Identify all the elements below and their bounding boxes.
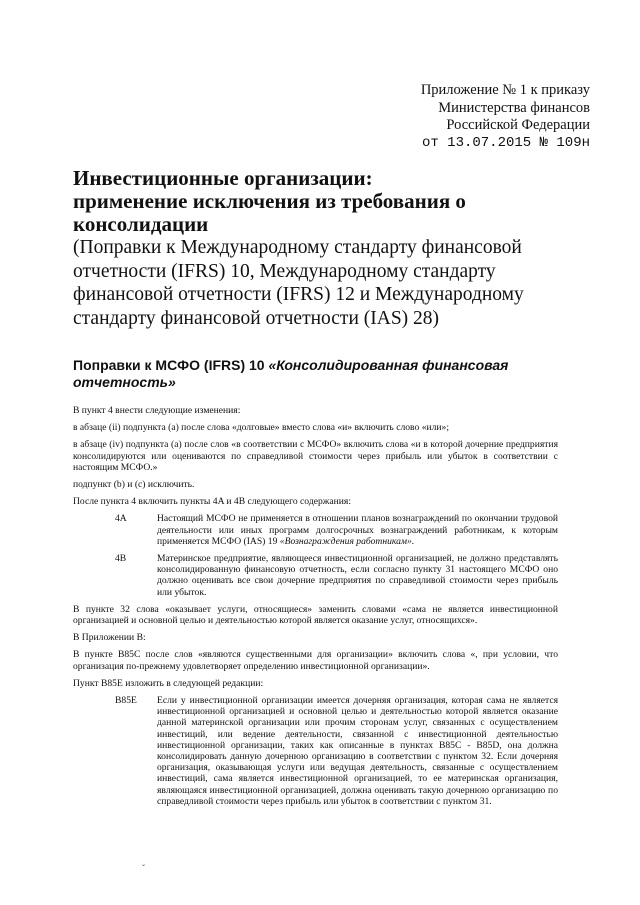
title-bold-line-2: применение исключения из требования о: [73, 189, 466, 213]
clause-text: Если у инвестиционной организации имеется дочерняя организация, которая сама не является инвестиционной организацией и основной целью и деятельностью которой является оказание данной материнской организации или прочим сторонам услуг, связанных с осуществлением инвестиций, или ведение деятельности, связанной с инвестиционной деятельностью инвестиционной организации, таких как описанные в пунктах B85C - B85D, она должна консолидировать данную дочернюю организацию в соответствии с пунктом 32. Если дочерняя организация, оказывающая услуги или ведущая деятельность, связанные с осуществлением инвестиций, сама является инвестиционной организацией, то ее материнская организация, являющаяся инвестиционной организацией, должна оценивать такую дочернюю организацию по справедливой стоимости через прибыль или убыток в соответствии с пунктом 31.: [157, 695, 558, 807]
title-bold-line-3: консолидации: [73, 212, 209, 236]
paragraph: В пункте B85C после слов «являются существенными для организации» включить слова «, при условии, что организация по-прежнему удовлетворяет определению инвестиционной организации».: [73, 649, 558, 672]
stamp-line-appendix: Приложение № 1 к приказу: [420, 82, 590, 98]
paragraph: После пункта 4 включить пункты 4A и 4B следующего содержания:: [73, 496, 351, 508]
stamp-line-ministry: Министерства финансов: [438, 99, 590, 116]
paragraph: В пункте 32 слова «оказывает услуги, относящиеся» заменить словами «сама не является инвестиционной организацией и основной целью и деятельностью которой является оказание услуг, относящихся».: [73, 603, 558, 627]
paragraph: в абзаце (iv) подпункта (a) после слов «в соответствии с МСФО» включить слова «и в которой дочерние предприятия консолидируются или оцениваются по справедливой стоимости через прибыль или убыток в соответствии с настоящим МСФО.»: [73, 439, 558, 473]
clause-4a: [73, 513, 558, 547]
title-bold-line-1: Инвестиционные организации:: [73, 166, 373, 190]
paragraph: Пункт B85E изложить в следующей редакции:: [73, 677, 264, 689]
clause-text: Материнское предприятие, являющееся инвестиционной организацией, не должно представлять консолидированную финансовую отчетность, если согласно пункту 31 настоящего МСФО оно должно оценивать все свои дочерние предприятия по справедливой стоимости через прибыль или убыток.: [157, 553, 558, 598]
scan-mark: ˇ: [142, 863, 145, 873]
title-subtitle-line-1: (Поправки к Международному стандарту финансовой: [73, 237, 522, 258]
section-heading-italic: «Консолидированная финансовая отчетность»: [73, 357, 509, 390]
paragraph: В Приложении B:: [73, 632, 146, 644]
section-heading-prefix: Поправки к МСФО (IFRS) 10: [73, 357, 269, 373]
clause-number: B85E: [115, 695, 137, 707]
clause-b85e: [73, 695, 558, 807]
order-stamp: [380, 82, 590, 152]
paragraph: В пункт 4 внести следующие изменения:: [73, 405, 241, 416]
clause-text-main: Настоящий МСФО не применяется в отношении планов вознаграждений по окончании трудовой деятельности или иных программ долгосрочных вознаграждений работникам, к которым применяется МСФО (IAS) 19: [157, 513, 558, 547]
title-subtitle-line-4: стандарту финансовой отчетности (IAS) 28): [73, 307, 440, 329]
paragraph: подпункт (b) и (c) исключить.: [73, 479, 195, 491]
clause-number: 4A: [115, 513, 127, 525]
section-heading: [73, 357, 543, 391]
clause-text: [157, 513, 558, 547]
document-title: [73, 167, 593, 330]
title-subtitle-line-2: отчетности (IFRS) 10, Международному стандарту: [73, 260, 496, 282]
clause-text-italic: «Вознаграждения работникам».: [279, 535, 415, 547]
stamp-line-country: Российской Федерации: [446, 117, 590, 133]
stamp-line-date: от 13.07.2015 № 109н: [421, 134, 590, 151]
title-subtitle-line-3: финансовой отчетности (IFRS) 12 и Международному: [73, 284, 524, 305]
paragraph: в абзаце (ii) подпункта (a) после слова «долговые» вместо слова «и» включить слово «или»;: [73, 422, 450, 434]
document-body: [73, 405, 558, 813]
clause-number: 4B: [115, 553, 127, 565]
clause-4b: [73, 553, 558, 598]
